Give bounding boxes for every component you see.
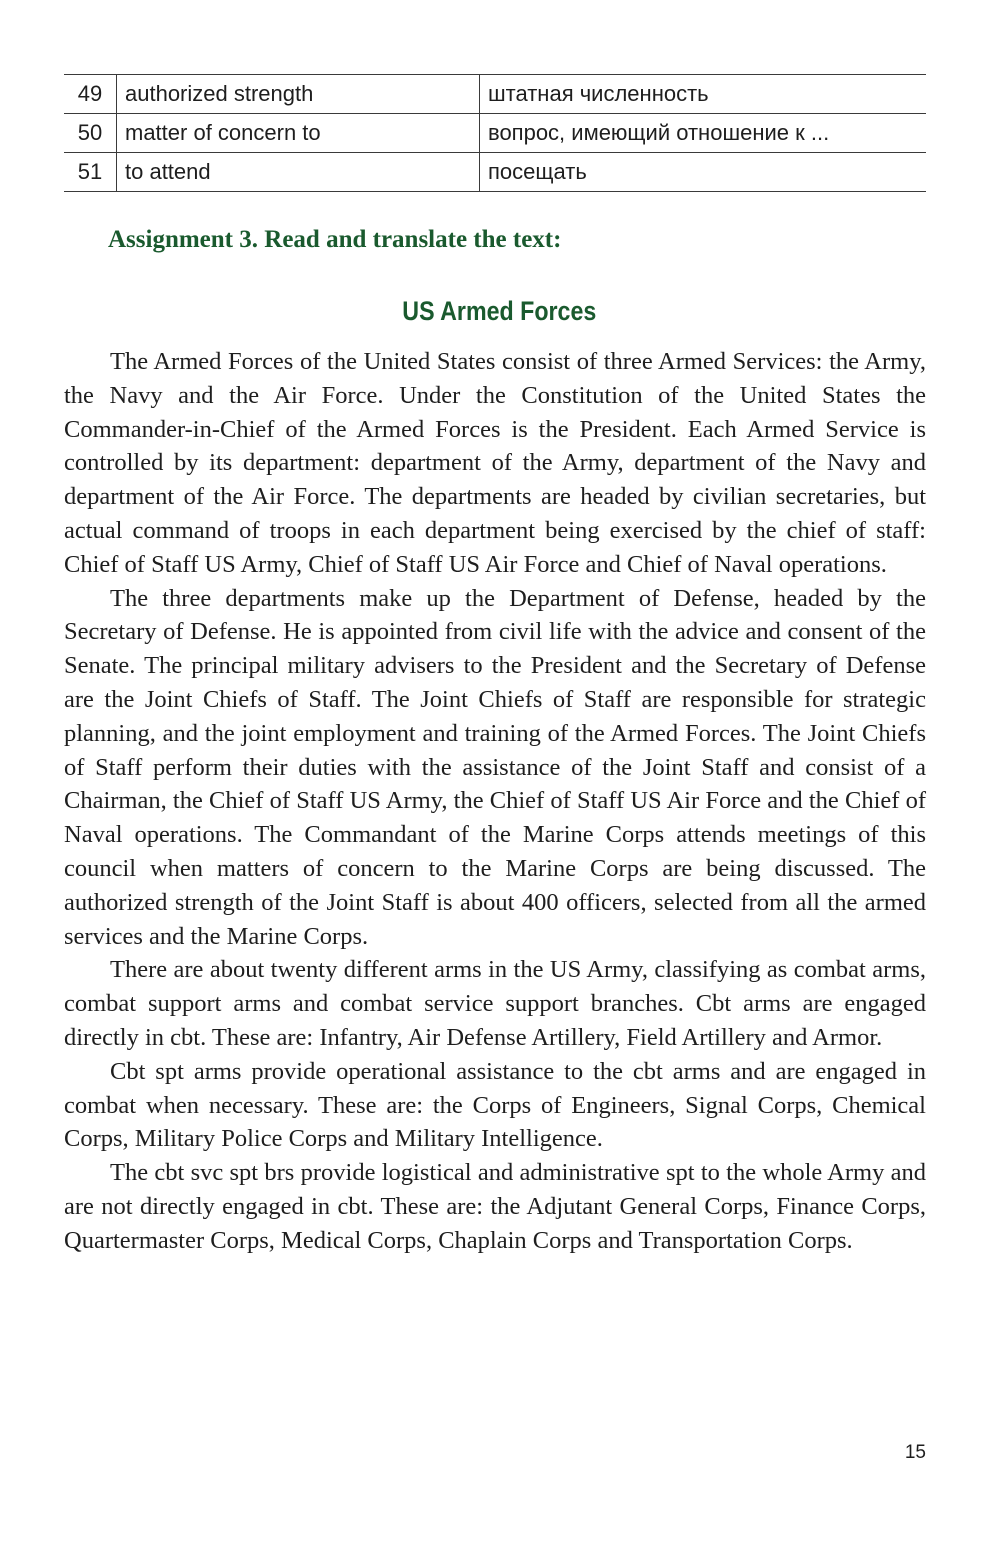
assignment-heading: Assignment 3. Read and translate the text: — [108, 226, 562, 253]
paragraph: The three departments make up the Department of Defense, headed by the Secretary of Defense. He is appointed from civil life with the advice and consent of the Senate. The principal military advisers to the President and the Secretary of Defense are the Joint Chiefs of Staff. The Joint Chiefs of Staff are responsible for strategic planning, and the joint employment and training of the Armed Forces. The Joint Chiefs of Staff perform their duties with the assistance of the Joint Staff and consist of a Chairman, the Chief of Staff US Army, the Chief of Staff US Air Force and the Chief of Naval operations. The Commandant of the Marine Corps attends meetings of this council when matters of concern to the Marine Corps are being discussed. The authorized strength of the Joint Staff is about 400 officers, selected from all the armed services and the Marine Corps. — [64, 584, 926, 950]
article-body — [64, 345, 926, 1258]
paragraph: The Armed Forces of the United States consist of three Armed Services: the Army, the Navy and the Air Force. Under the Constitution of the United States the Commander-in-Chief of the Armed Forces is the President. Each Armed Service is controlled by its department: department of the Army, department of the Navy and department of the Air Force. The departments are headed by civilian secretaries, but actual command of troops in each department being exercised by the chief of staff: Chief of Staff US Army, Chief of Staff US Air Force and Chief of Naval operations. — [64, 348, 926, 578]
term-number: 49 — [64, 75, 117, 114]
page-number: 15 — [904, 1442, 926, 1463]
english-term: authorized strength — [117, 75, 480, 114]
english-term: to attend — [117, 153, 480, 192]
term-number: 50 — [64, 114, 117, 153]
table-row — [64, 75, 926, 114]
term-number: 51 — [64, 153, 117, 192]
russian-translation: посещать — [480, 153, 927, 192]
russian-translation: вопрос, имеющий отношение к ... — [480, 114, 927, 153]
vocabulary-table — [64, 74, 926, 192]
paragraph: The cbt svc spt brs provide logistical and administrative spt to the whole Army and are not directly engaged in cbt. These are: the Adjutant General Corps, Finance Corps, Quartermaster Corps, Medical Corps, Chaplain Corps and Transportation Corps. — [64, 1159, 926, 1254]
article-title: US Armed Forces — [402, 296, 597, 326]
table-row — [64, 114, 926, 153]
russian-translation: штатная численность — [480, 75, 927, 114]
paragraph: Cbt spt arms provide operational assistance to the cbt arms and are engaged in combat when necessary. These are: the Corps of Engineers, Signal Corps, Chemical Corps, Military Police Corps and Military Intelligence. — [64, 1057, 926, 1153]
paragraph: There are about twenty different arms in the US Army, classifying as combat arms, combat support arms and combat service support branches. Cbt arms are engaged directly in cbt. These are: Infantry, Air Defense Artillery, Field Artillery and Armor. — [64, 956, 926, 1051]
english-term: matter of concern to — [117, 114, 480, 153]
table-row — [64, 153, 926, 192]
